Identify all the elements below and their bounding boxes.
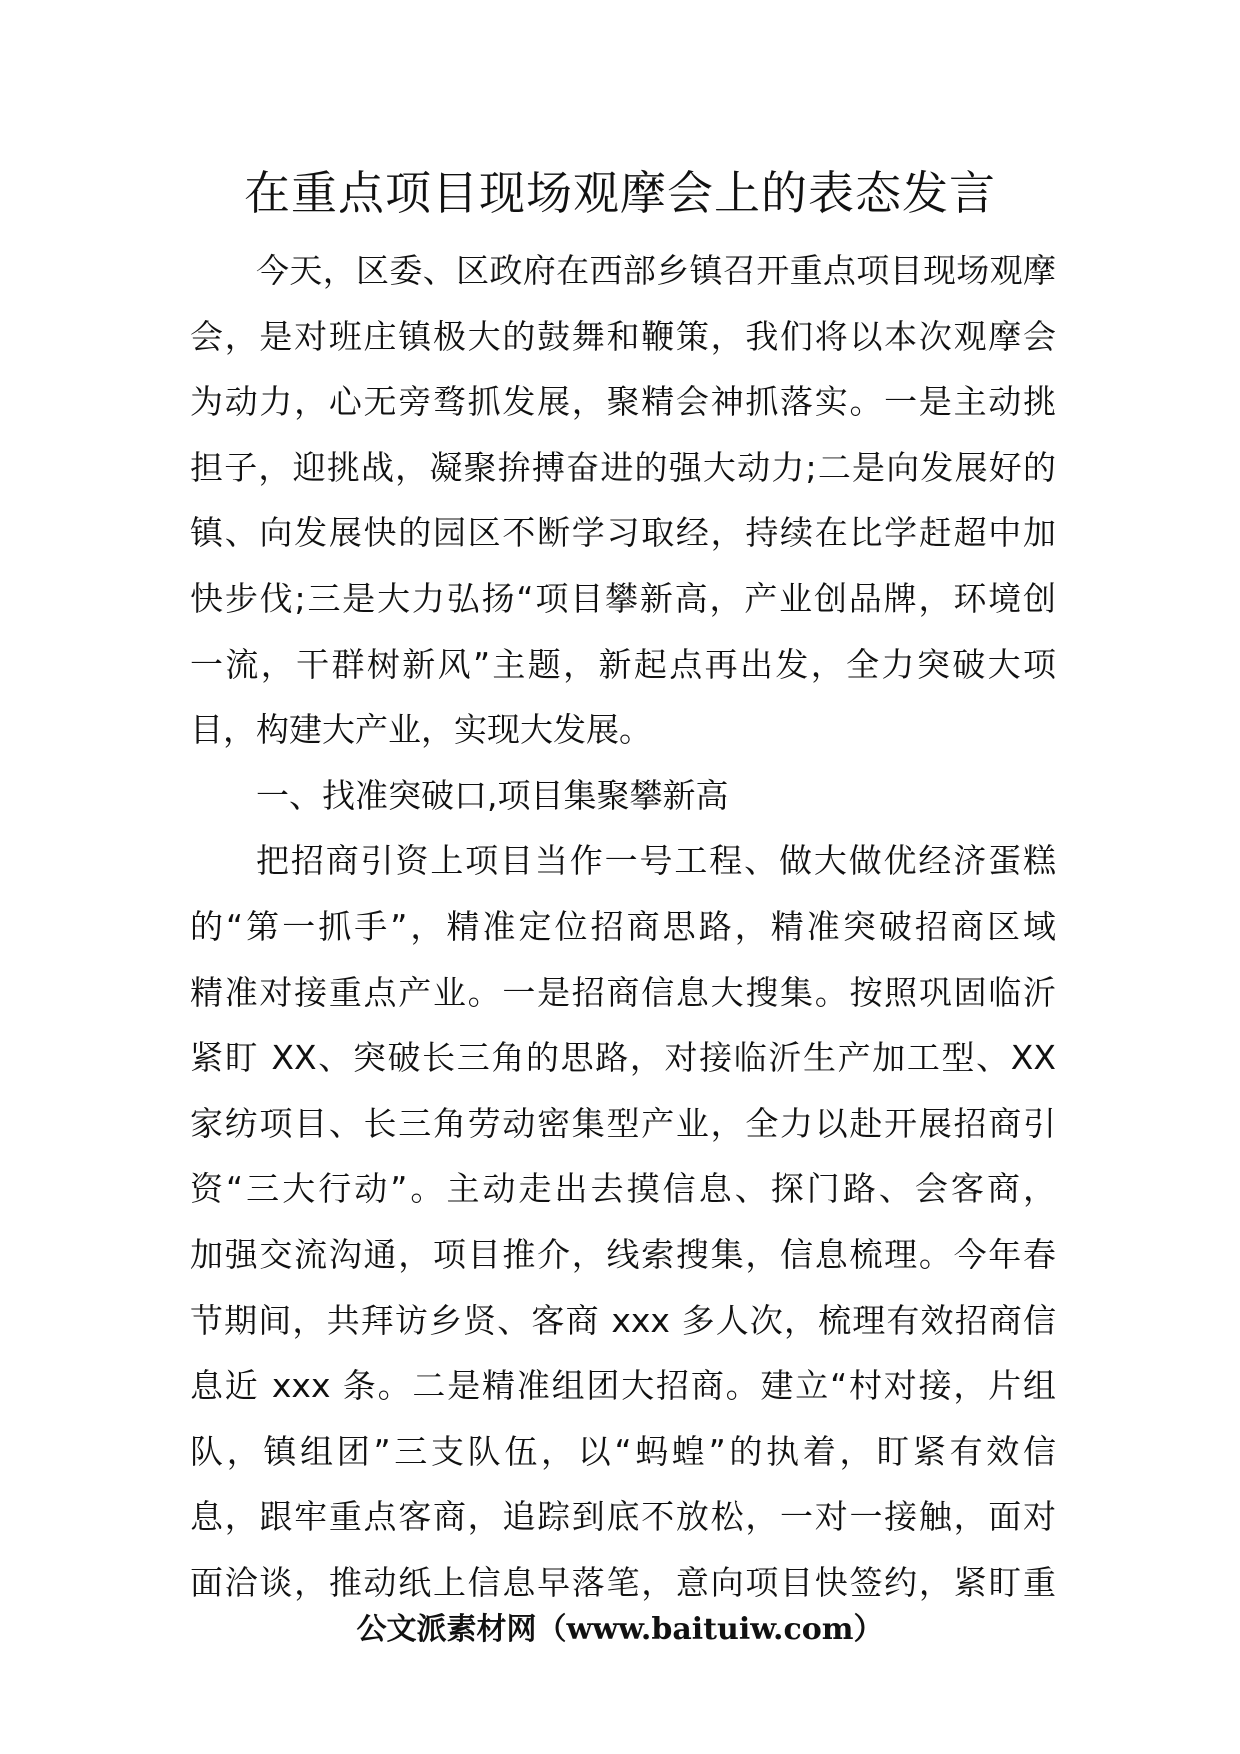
- paragraph-1-line-8: 目，构建大产业，实现大发展。: [190, 710, 652, 750]
- paragraph-1-line-7: 一流，干群树新风”主题，新起点再出发，全力突破大项: [190, 644, 1056, 684]
- paragraph-1-line-1: 今天，区委、区政府在西部乡镇召开重点项目现场观摩: [256, 251, 1056, 290]
- paragraph-2-line-8: 节期间，共拜访乡贤、客商 xxx 多人次，梳理有效招商信: [190, 1300, 1056, 1340]
- paragraph-2-line-7: 加强交流沟通，项目推介，线索搜集，信息梳理。今年春: [190, 1234, 1056, 1274]
- paragraph-2-line-5: 家纺项目、长三角劳动密集型产业，全力以赴开展招商引: [190, 1103, 1056, 1143]
- paragraph-1-line-3: 为动力，心无旁骛抓发展，聚精会神抓落实。一是主动挑: [190, 382, 1056, 422]
- section-heading-1: 一、找准突破口,项目集聚攀新高: [256, 775, 729, 815]
- paragraph-2-line-11: 息，跟牢重点客商，追踪到底不放松，一对一接触，面对: [190, 1497, 1056, 1537]
- paragraph-2-line-2: 的“第一抓手”，精准定位招商思路，精准突破招商区域: [190, 906, 1056, 946]
- footer-watermark: 公文派素材网（www.baituiw.com）: [356, 1612, 884, 1647]
- document-body: [190, 238, 1056, 1615]
- paragraph-2-line-1: 把招商引资上项目当作一号工程、做大做优经济蛋糕: [256, 841, 1056, 881]
- paragraph-1-line-2: 会，是对班庄镇极大的鼓舞和鞭策，我们将以本次观摩会: [190, 316, 1056, 356]
- paragraph-2-line-12: 面洽谈，推动纸上信息早落笔，意向项目快签约，紧盯重: [190, 1562, 1056, 1602]
- paragraph-1-line-6: 快步伐;三是大力弘扬“项目攀新高，产业创品牌，环境创: [190, 578, 1056, 618]
- paragraph-2-line-9: 息近 xxx 条。二是精准组团大招商。建立“村对接，片组: [190, 1366, 1056, 1406]
- document-title: 在重点项目现场观摩会上的表态发言: [244, 166, 996, 220]
- paragraph-2-line-3: 精准对接重点产业。一是招商信息大搜集。按照巩固临沂: [190, 972, 1056, 1012]
- paragraph-2-line-6: 资“三大行动”。主动走出去摸信息、探门路、会客商，: [190, 1169, 1056, 1209]
- paragraph-1-line-4: 担子，迎挑战，凝聚拚搏奋进的强大动力;二是向发展好的: [190, 447, 1056, 487]
- paragraph-1-line-5: 镇、向发展快的园区不断学习取经，持续在比学赶超中加: [190, 513, 1056, 553]
- paragraph-2-line-4: 紧盯 XX、突破长三角的思路，对接临沂生产加工型、XX: [190, 1038, 1056, 1078]
- paragraph-2-line-10: 队，镇组团”三支队伍，以“蚂蝗”的执着，盯紧有效信: [190, 1431, 1056, 1471]
